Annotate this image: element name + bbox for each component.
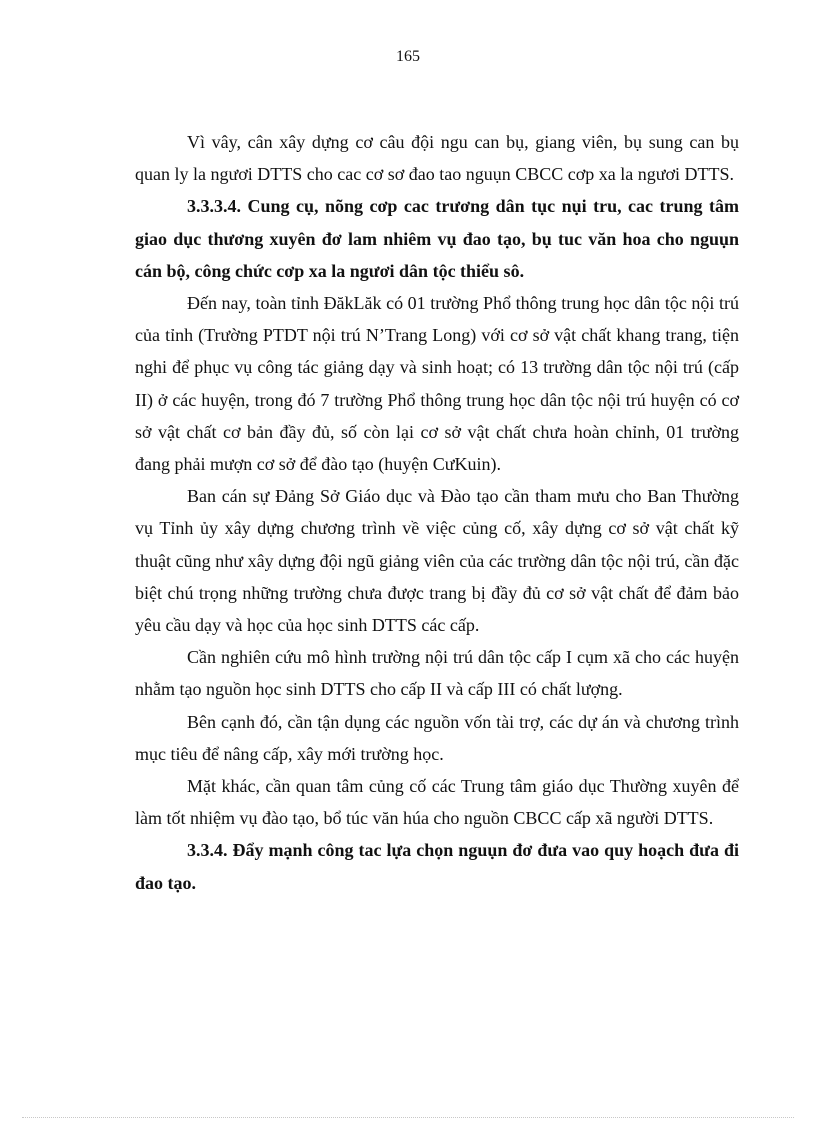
section-heading-3-3-4: 3.3.4. Đẩy mạnh công tac lựa chọn nguụn đơ đưa vao quy hoạch đưa đi đao tạo.	[135, 840, 739, 893]
page-bottom-divider	[22, 1117, 794, 1118]
paragraph-intro: Vì vây, cân xây dựng cơ câu đội ngu can bụ, giang viên, bụ sung can bụ quan ly la ngươi DTTS cho cac cơ sơ đao tao nguụn CBCC cơp xa la ngươi DTTS.	[135, 132, 739, 185]
paragraph-continuing-education: Mặt khác, cần quan tâm củng cố các Trung tâm giáo dục Thường xuyên để làm tốt nhiệm vụ đào tạo, bổ túc văn húa cho nguồn CBCC cấp xã người DTTS.	[135, 776, 739, 829]
page-number: 165	[396, 48, 420, 65]
paragraph-boarding-schools: Đến nay, toàn tỉnh ĐăkLăk có 01 trường Phổ thông trung học dân tộc nội trú của tỉnh (Trường PTDT nội trú N’Trang Long) với cơ sở vật chất khang trang, tiện nghi để phục vụ công tác giảng dạy và sinh hoạt; có 13 trường dân tộc nội trú (cấp II) ở các huyện, trong đó 7 trường Phổ thông trung học dân tộc nội trú huyện có cơ sở vật chất cơ bản đầy đủ, số còn lại cơ sở vật chất chưa hoàn chỉnh, 01 trường đang phải mượn cơ sở để đào tạo (huyện CưKuin).	[135, 293, 739, 475]
paragraph-research-model: Cần nghiên cứu mô hình trường nội trú dân tộc cấp I cụm xã cho các huyện nhằm tạo nguồn học sinh DTTS cho cấp II và cấp III có chất lượng.	[135, 647, 739, 700]
section-heading-3-3-3-4: 3.3.3.4. Cung cụ, nõng cơp cac trương dân tục nụi tru, cac trung tâm giao dục thương xuyên đơ lam nhiêm vụ đao tạo, bụ tuc văn hoa cho nguụn cán bộ, công chức cơp xa la ngươi dân tộc thiểu sô.	[135, 196, 739, 281]
document-body	[135, 126, 739, 899]
paragraph-party-committee: Ban cán sự Đảng Sở Giáo dục và Đào tạo cần tham mưu cho Ban Thường vụ Tỉnh ủy xây dựng chương trình về việc củng cố, xây dựng cơ sở vật chất kỹ thuật cũng như xây dựng đội ngũ giảng viên của các trường dân tộc nội trú, cần đặc biệt chú trọng những trường chưa được trang bị đầy đủ cơ sở vật chất để đảm bảo yêu cầu dạy và học của học sinh DTTS các cấp.	[135, 486, 739, 636]
paragraph-funding: Bên cạnh đó, cần tận dụng các nguồn vốn tài trợ, các dự án và chương trình mục tiêu để nâng cấp, xây mới trường học.	[135, 711, 739, 764]
